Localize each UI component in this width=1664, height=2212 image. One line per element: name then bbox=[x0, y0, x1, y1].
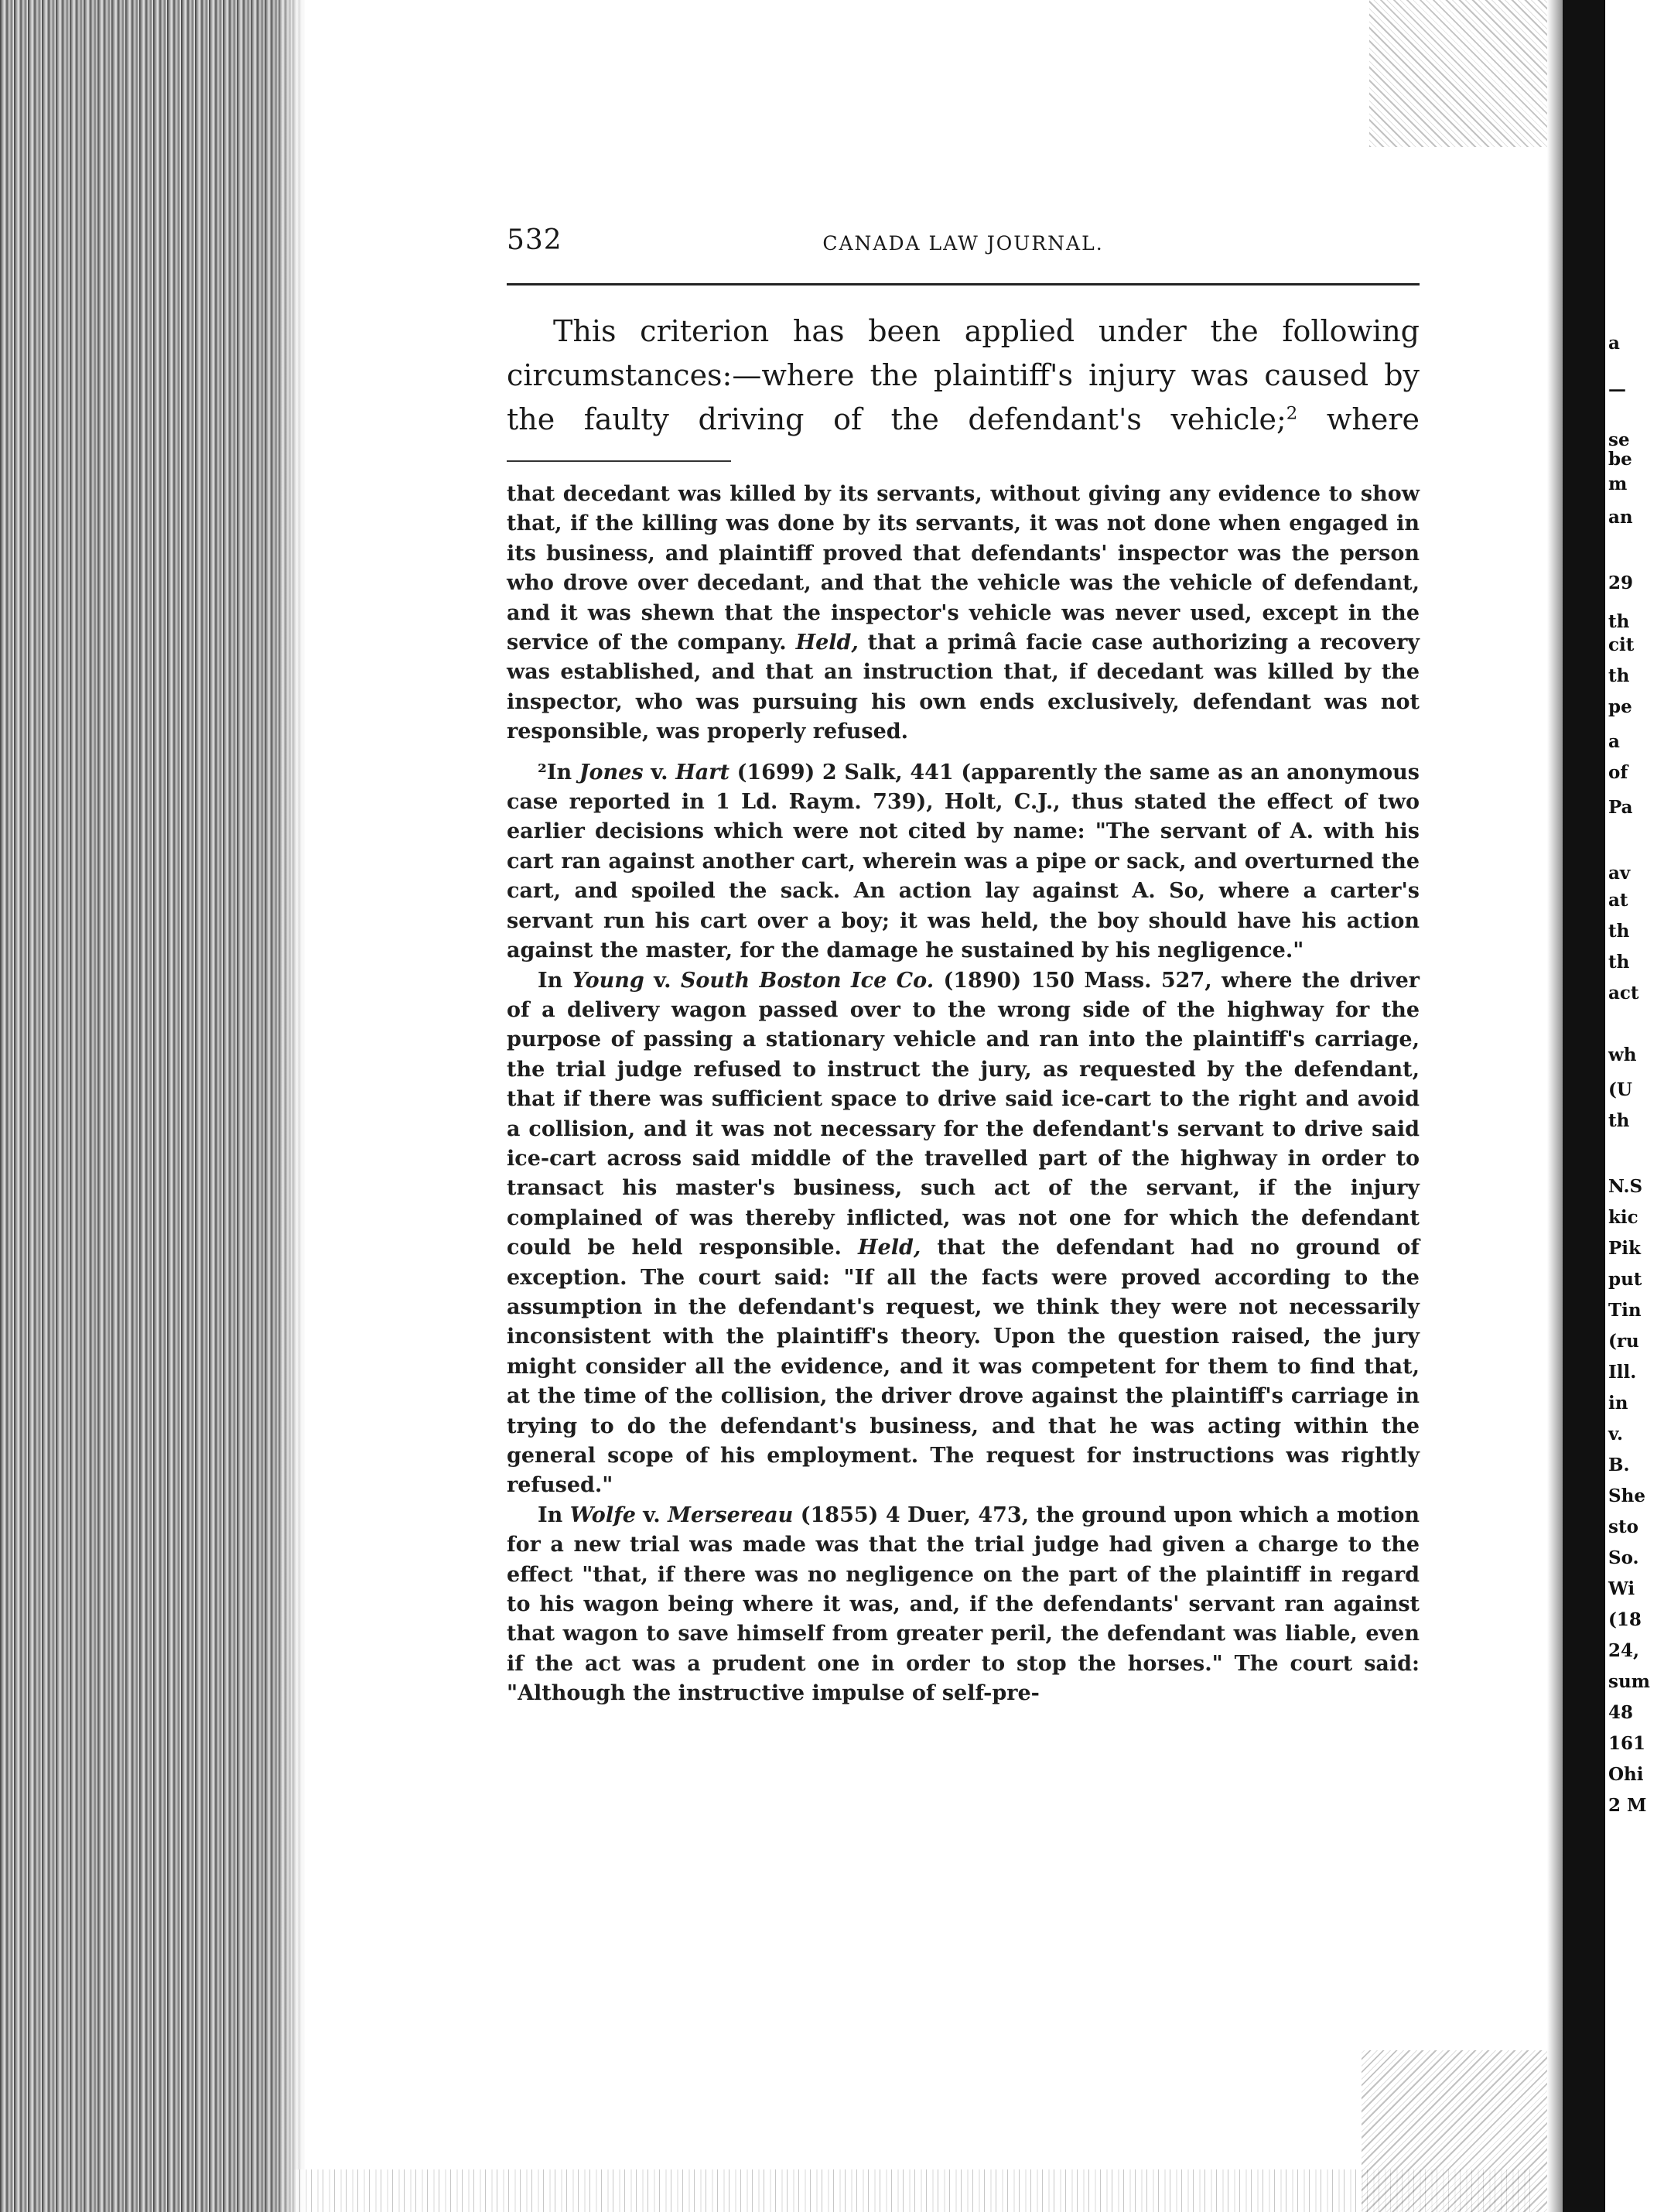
facing-page-text: cit bbox=[1608, 634, 1635, 655]
facing-page-text: se bbox=[1608, 429, 1630, 450]
facing-page-text: Pa bbox=[1608, 797, 1633, 818]
facing-page-text: Pik bbox=[1608, 1238, 1641, 1259]
facing-page-text: 2 M bbox=[1608, 1795, 1647, 1816]
scan-speckle-bottom bbox=[294, 2169, 1532, 2212]
case-name: Mersereau bbox=[668, 1503, 794, 1527]
facing-page-text: sum bbox=[1608, 1671, 1651, 1692]
facing-page-fragment bbox=[1605, 0, 1664, 2212]
facing-page-text: m bbox=[1608, 474, 1628, 494]
case-name: Young bbox=[572, 968, 644, 993]
footnotes bbox=[507, 480, 1420, 1709]
facing-page-text: (ru bbox=[1608, 1331, 1639, 1352]
footnote-ref: 2 bbox=[1286, 403, 1298, 424]
facing-page-text: at bbox=[1608, 890, 1628, 911]
facing-page-text: v. bbox=[1608, 1424, 1624, 1444]
case-name: Hart bbox=[675, 760, 729, 785]
book-spine-shadow bbox=[1547, 0, 1564, 2212]
facing-page-text: (U bbox=[1608, 1079, 1632, 1100]
running-head: CANADA LAW JOURNAL. bbox=[822, 232, 1104, 255]
facing-page-text: N.S bbox=[1608, 1176, 1643, 1197]
facing-page-text: put bbox=[1608, 1269, 1642, 1290]
footnote-paragraph-wolfe: In Wolfe v. Mersereau (1855) 4 Duer, 473, the ground upon which a motion for a new trial was made was that the trial judge had given a charge to the effect "that, if there was no negligence on the part of the plaintiff in regard to his wagon being where it was, and, if the defendants' servant ran against that wagon to save himself from greater peril, the defendant was liable, even if the act was a prudent one in order to stop the horses." The court said: "Although the instructive impulse of self-pre- bbox=[507, 1503, 1420, 1706]
footnote-2: ²In Jones v. Hart (1699) 2 Salk, 441 (apparently the same as an anonymous case reported in 1 Ld. Raym. 739), Holt, C.J., thus stated the effect of two earlier decisions which were not cited by name: "The servant of A. with his cart ran against another cart, wherein was a pipe or sack, and overturned the cart, and spoiled the sack. An action lay against A. So, where a carter's servant run his cart over a boy; it was held, the boy should have his action against the master, for the damage he sustained by his negligence." bbox=[507, 760, 1420, 963]
facing-page-text: act bbox=[1608, 983, 1639, 1003]
body-text bbox=[507, 309, 1420, 442]
facing-page-text: Ill. bbox=[1608, 1362, 1637, 1383]
facing-page-text: 29 bbox=[1608, 573, 1634, 593]
header-rule bbox=[507, 283, 1420, 285]
facing-page-text: sto bbox=[1608, 1516, 1638, 1537]
facing-page-text: th bbox=[1608, 1110, 1630, 1131]
facing-page-text: (18 bbox=[1608, 1609, 1642, 1630]
facing-page-text: Ohi bbox=[1608, 1764, 1644, 1785]
page-number: 532 bbox=[507, 224, 562, 256]
facing-page-text: of bbox=[1608, 762, 1628, 783]
facing-page-text: kic bbox=[1608, 1207, 1638, 1228]
case-name: South Boston Ice Co. bbox=[680, 968, 935, 993]
facing-page-text: wh bbox=[1608, 1044, 1637, 1065]
footnote-rule bbox=[507, 460, 731, 462]
facing-page-text: av bbox=[1608, 863, 1631, 884]
footnote-continuation: that decedant was killed by its servants, without giving any evidence to show that, if the killing was done by its servants, it was not done when engaged in its business, and plaintiff proved that defendants' inspector was the person who drove over decedant, and that the vehicle was the vehicle of defendant, and it was shewn that the inspector's vehicle was never used, except in the service of the company. Held, that a primâ facie case authorizing a recovery was established, and that an instruction that, if decedant was killed by the inspector, who was pursuing his own ends exclusively, defendant was not responsible, was properly refused. bbox=[507, 482, 1420, 744]
facing-page-text: Tin bbox=[1608, 1300, 1642, 1321]
facing-page-text: 24, bbox=[1608, 1640, 1640, 1661]
facing-page-text: She bbox=[1608, 1485, 1645, 1506]
facing-page-text: — bbox=[1608, 379, 1626, 400]
facing-page-text: a bbox=[1608, 333, 1620, 354]
case-name: Wolfe bbox=[569, 1503, 636, 1527]
footnote-paragraph-young: In Young v. South Boston Ice Co. (1890) 150 Mass. 527, where the driver of a delivery wagon passed over to the wrong side of the highway for the purpose of passing a stationary vehicle and ran into the plaintiff's carriage, the trial judge refused to instruct the jury, as requested by the defendant, that if there was sufficient space to drive said ice-cart to the right and avoid a collision, and it was not necessary for the defendant's servant to drive said ice-cart across said middle of the travelled part of the highway in order to transact his master's business, such act of the servant, if the injury complained of was thereby inflicted, was not one for which the defendant could be held responsible. Held, that the defendant had no ground of exception. The court said: "If all the facts were proved according to the assumption in the defendant's request, we think they were not necessarily inconsistent with the plaintiff's theory. Upon the question raised, the jury might consider all the evidence, and it was competent for them to find that, at the time of the collision, the driver drove against the plaintiff's carriage in trying to do the defendant's business, and that he was acting within the general scope of his employment. The request for instructions was rightly refused." bbox=[507, 968, 1420, 1498]
facing-page-text: 48 bbox=[1608, 1702, 1634, 1723]
facing-page-text: th bbox=[1608, 665, 1630, 686]
facing-page-text: th bbox=[1608, 921, 1630, 942]
facing-page-text: in bbox=[1608, 1393, 1628, 1414]
body-line: This criterion has been applied under the following bbox=[553, 314, 1420, 348]
body-line: circumstances:—where the plaintiff's injury was caused by bbox=[507, 358, 1420, 392]
facing-page-text: th bbox=[1608, 952, 1630, 973]
facing-page-text: an bbox=[1608, 507, 1633, 528]
facing-page-text: pe bbox=[1608, 696, 1632, 717]
page-header bbox=[507, 224, 1420, 263]
book-spine bbox=[1563, 0, 1605, 2212]
facing-page-text: be bbox=[1608, 449, 1632, 470]
facing-page-text: 161 bbox=[1608, 1733, 1646, 1754]
facing-page-text: B. bbox=[1608, 1455, 1630, 1475]
facing-page-text: So. bbox=[1608, 1547, 1639, 1568]
facing-page-text: Wi bbox=[1608, 1578, 1635, 1599]
case-name: Jones bbox=[579, 760, 644, 785]
facing-page-text: a bbox=[1608, 731, 1620, 752]
body-line: the faulty driving of the defendant's vehicle;$^2$ where bbox=[507, 402, 1420, 436]
scan-gutter-left bbox=[0, 0, 306, 2212]
facing-page-text: th bbox=[1608, 611, 1630, 632]
